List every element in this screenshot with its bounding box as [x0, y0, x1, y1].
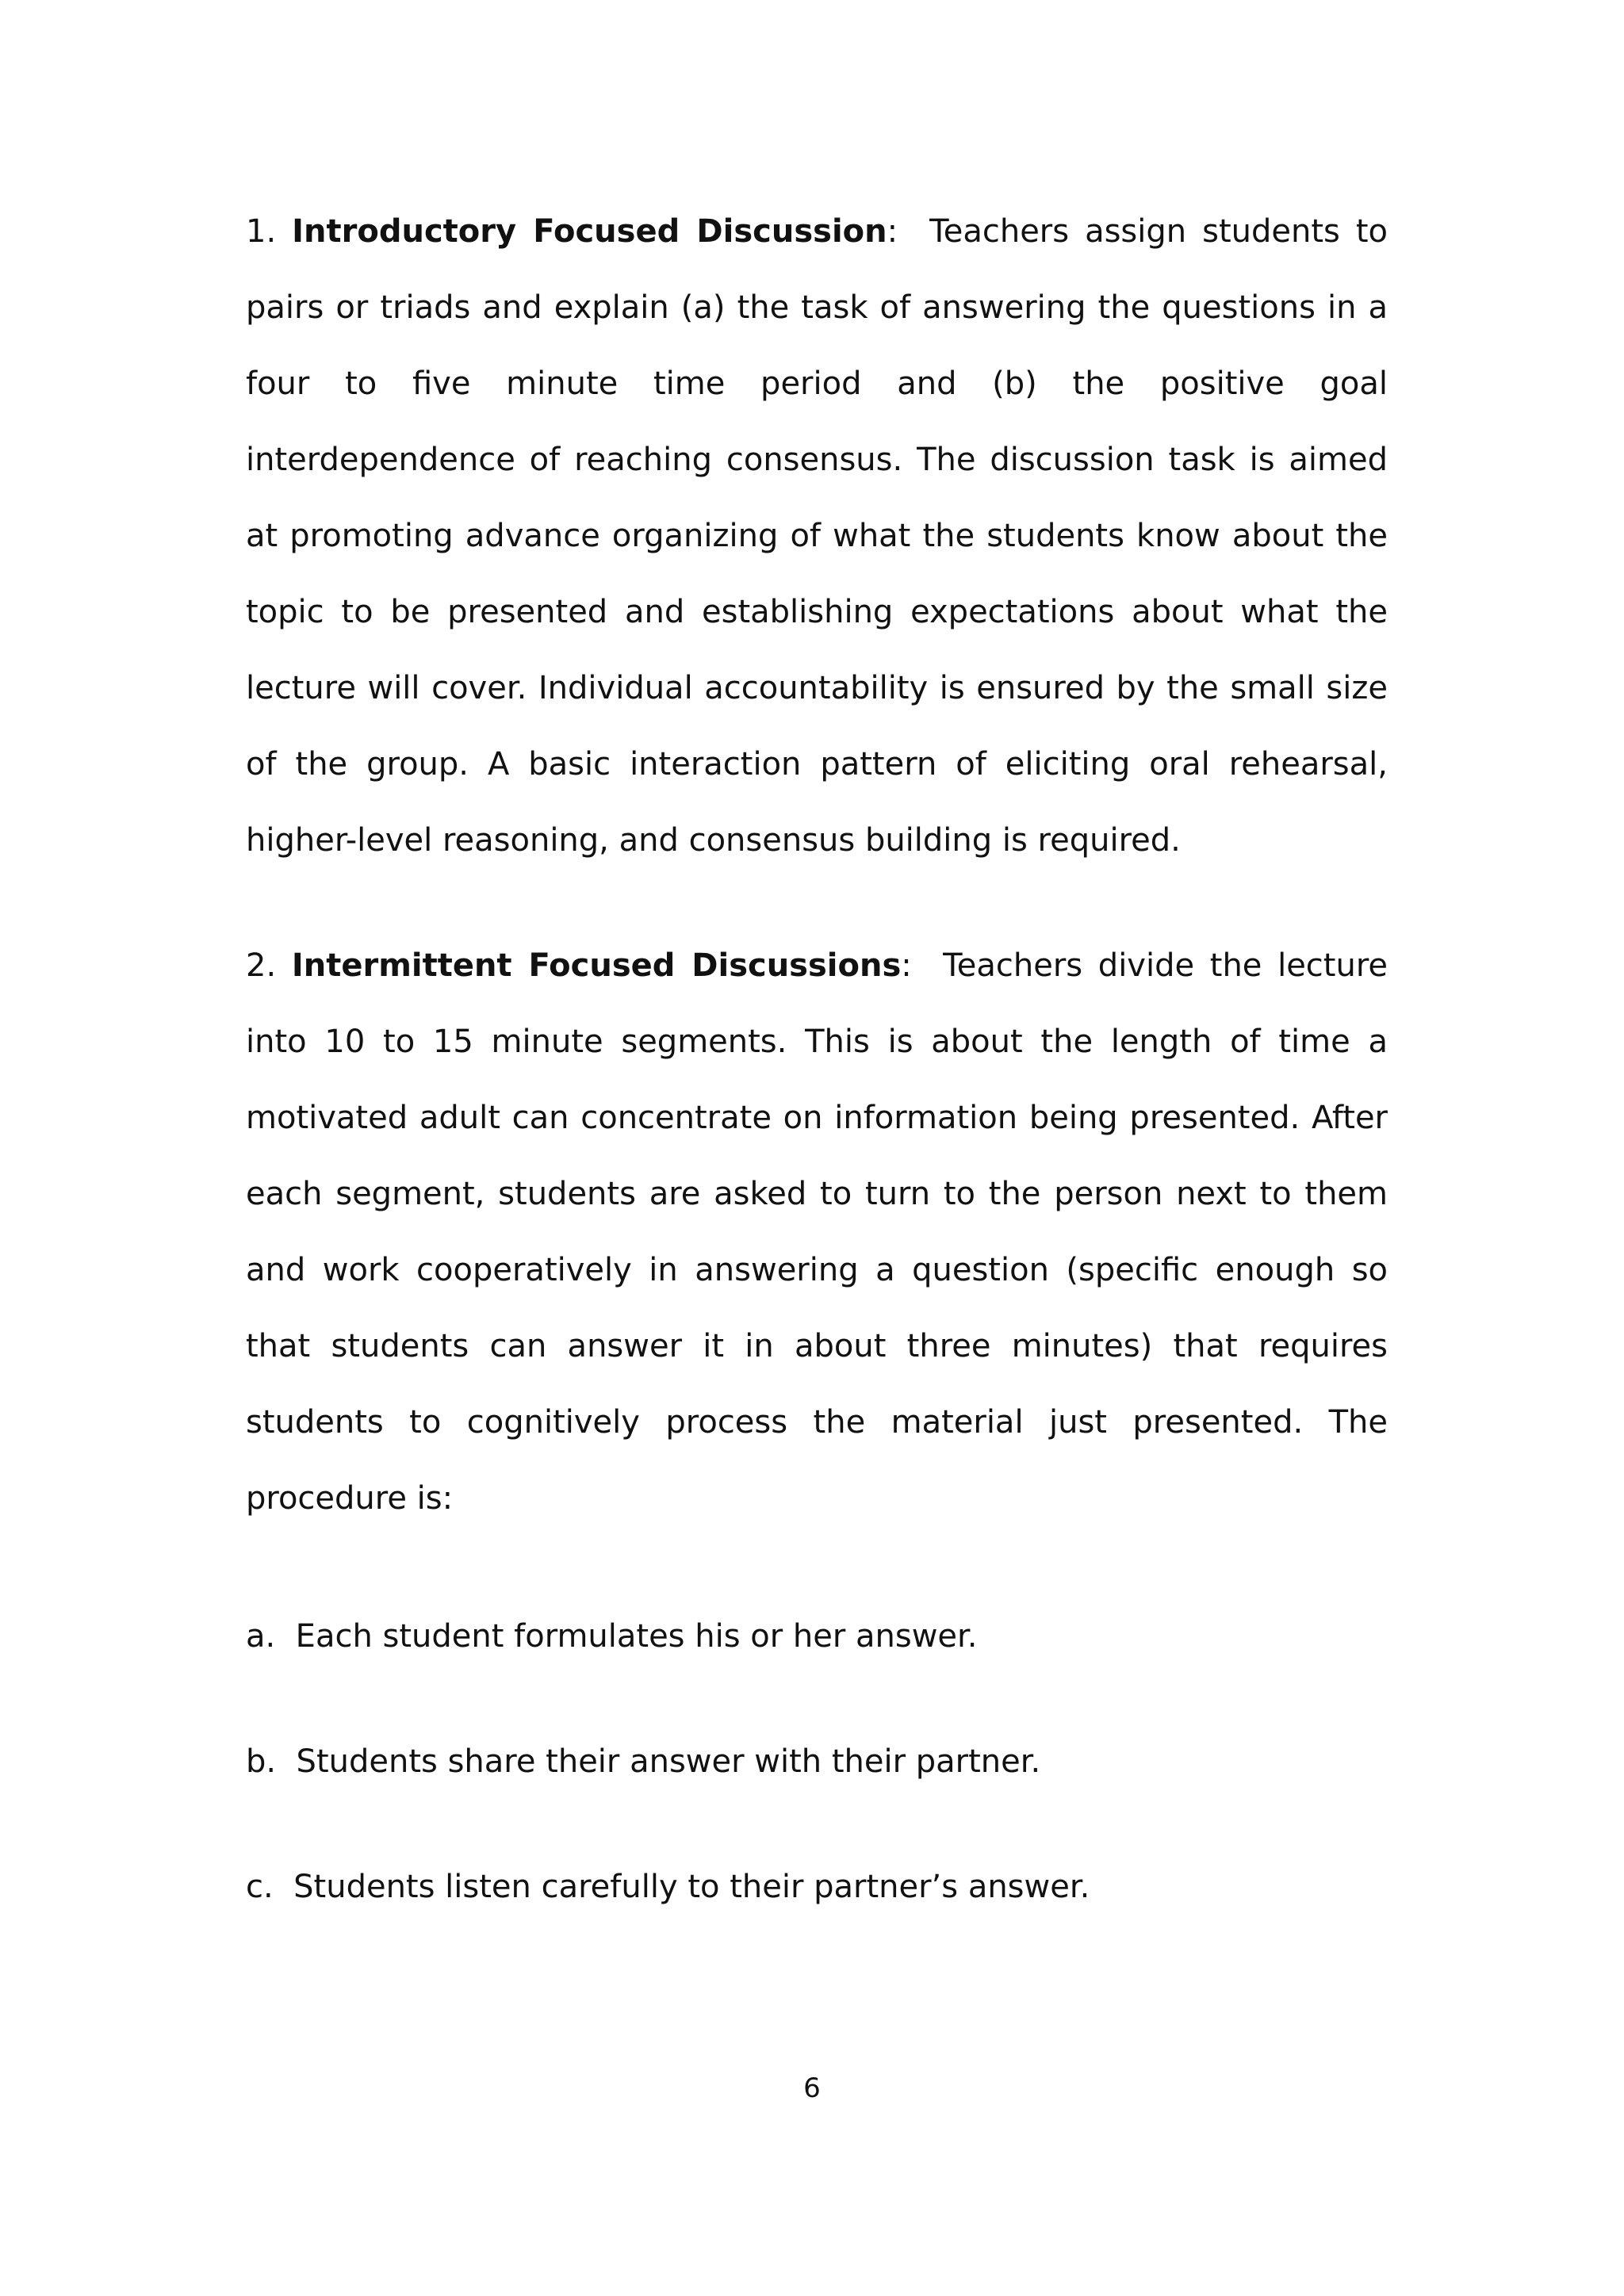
- page-number: 6: [803, 2072, 821, 2104]
- step-letter: a.: [246, 1618, 276, 1655]
- step-letter: b.: [246, 1743, 277, 1780]
- page-content: [246, 193, 1388, 1911]
- procedure-step: [246, 1738, 1388, 1785]
- section-heading: Intermittent Focused Discussions: [291, 947, 902, 984]
- step-text: Students listen carefully to their partner’s answer.: [293, 1869, 1090, 1905]
- step-letter: c.: [246, 1869, 274, 1905]
- step-text: Each student formulates his or her answer.: [295, 1618, 978, 1655]
- procedure-step: [246, 1613, 1388, 1660]
- section-body: Teachers assign students to pairs or triads and explain (a) the task of answering the questions in a four to five minute time period and (b) the positive goal interdependence of reaching consensus. The discussion task is aimed at promoting advance organizing of what the students know about the topic to be presented and establishing expectations about what the lecture will cover. Individual accountability is ensured by the small size of the group. A basic interaction pattern of eliciting oral rehearsal, higher-level reasoning, and consensus building is required.: [246, 213, 1388, 859]
- procedure-step: [246, 1863, 1388, 1911]
- step-text: Students share their answer with their partner.: [296, 1743, 1041, 1780]
- section-intermittent-discussions: 2. Intermittent Focused Discussions: Teachers divide the lecture into 10 to 15 minute segments. This is about the length of time a motivated adult can concentrate on information being presented. After each segment, students are asked to turn to the person next to them and work cooperatively in answering a question (specific enough so that students can answer it in about three minutes) that requires students to cognitively process the material just presented. The procedure is:: [246, 947, 1388, 1517]
- section-body: Teachers divide the lecture into 10 to 15 minute segments. This is about the length of time a motivated adult can concentrate on information being presented. After each segment, students are asked to turn to the person next to them and work cooperatively in answering a question (specific enough so that students can answer it in about three minutes) that requires students to cognitively process the material just presented. The procedure is:: [246, 947, 1388, 1517]
- section-introductory-discussion: 1. Introductory Focused Discussion: Teachers assign students to pairs or triads and explain (a) the task of answering the questions in a four to five minute time period and (b) the positive goal interdependence of reaching consensus. The discussion task is aimed at promoting advance organizing of what the students know about the topic to be presented and establishing expectations about what the lecture will cover. Individual accountability is ensured by the small size of the group. A basic interaction pattern of eliciting oral rehearsal, higher-level reasoning, and consensus building is required.: [246, 213, 1388, 859]
- section-heading: Introductory Focused Discussion: [292, 213, 887, 250]
- procedure-steps: [246, 1613, 1388, 1911]
- section-number: 1.: [246, 213, 277, 250]
- section-number: 2.: [246, 947, 277, 984]
